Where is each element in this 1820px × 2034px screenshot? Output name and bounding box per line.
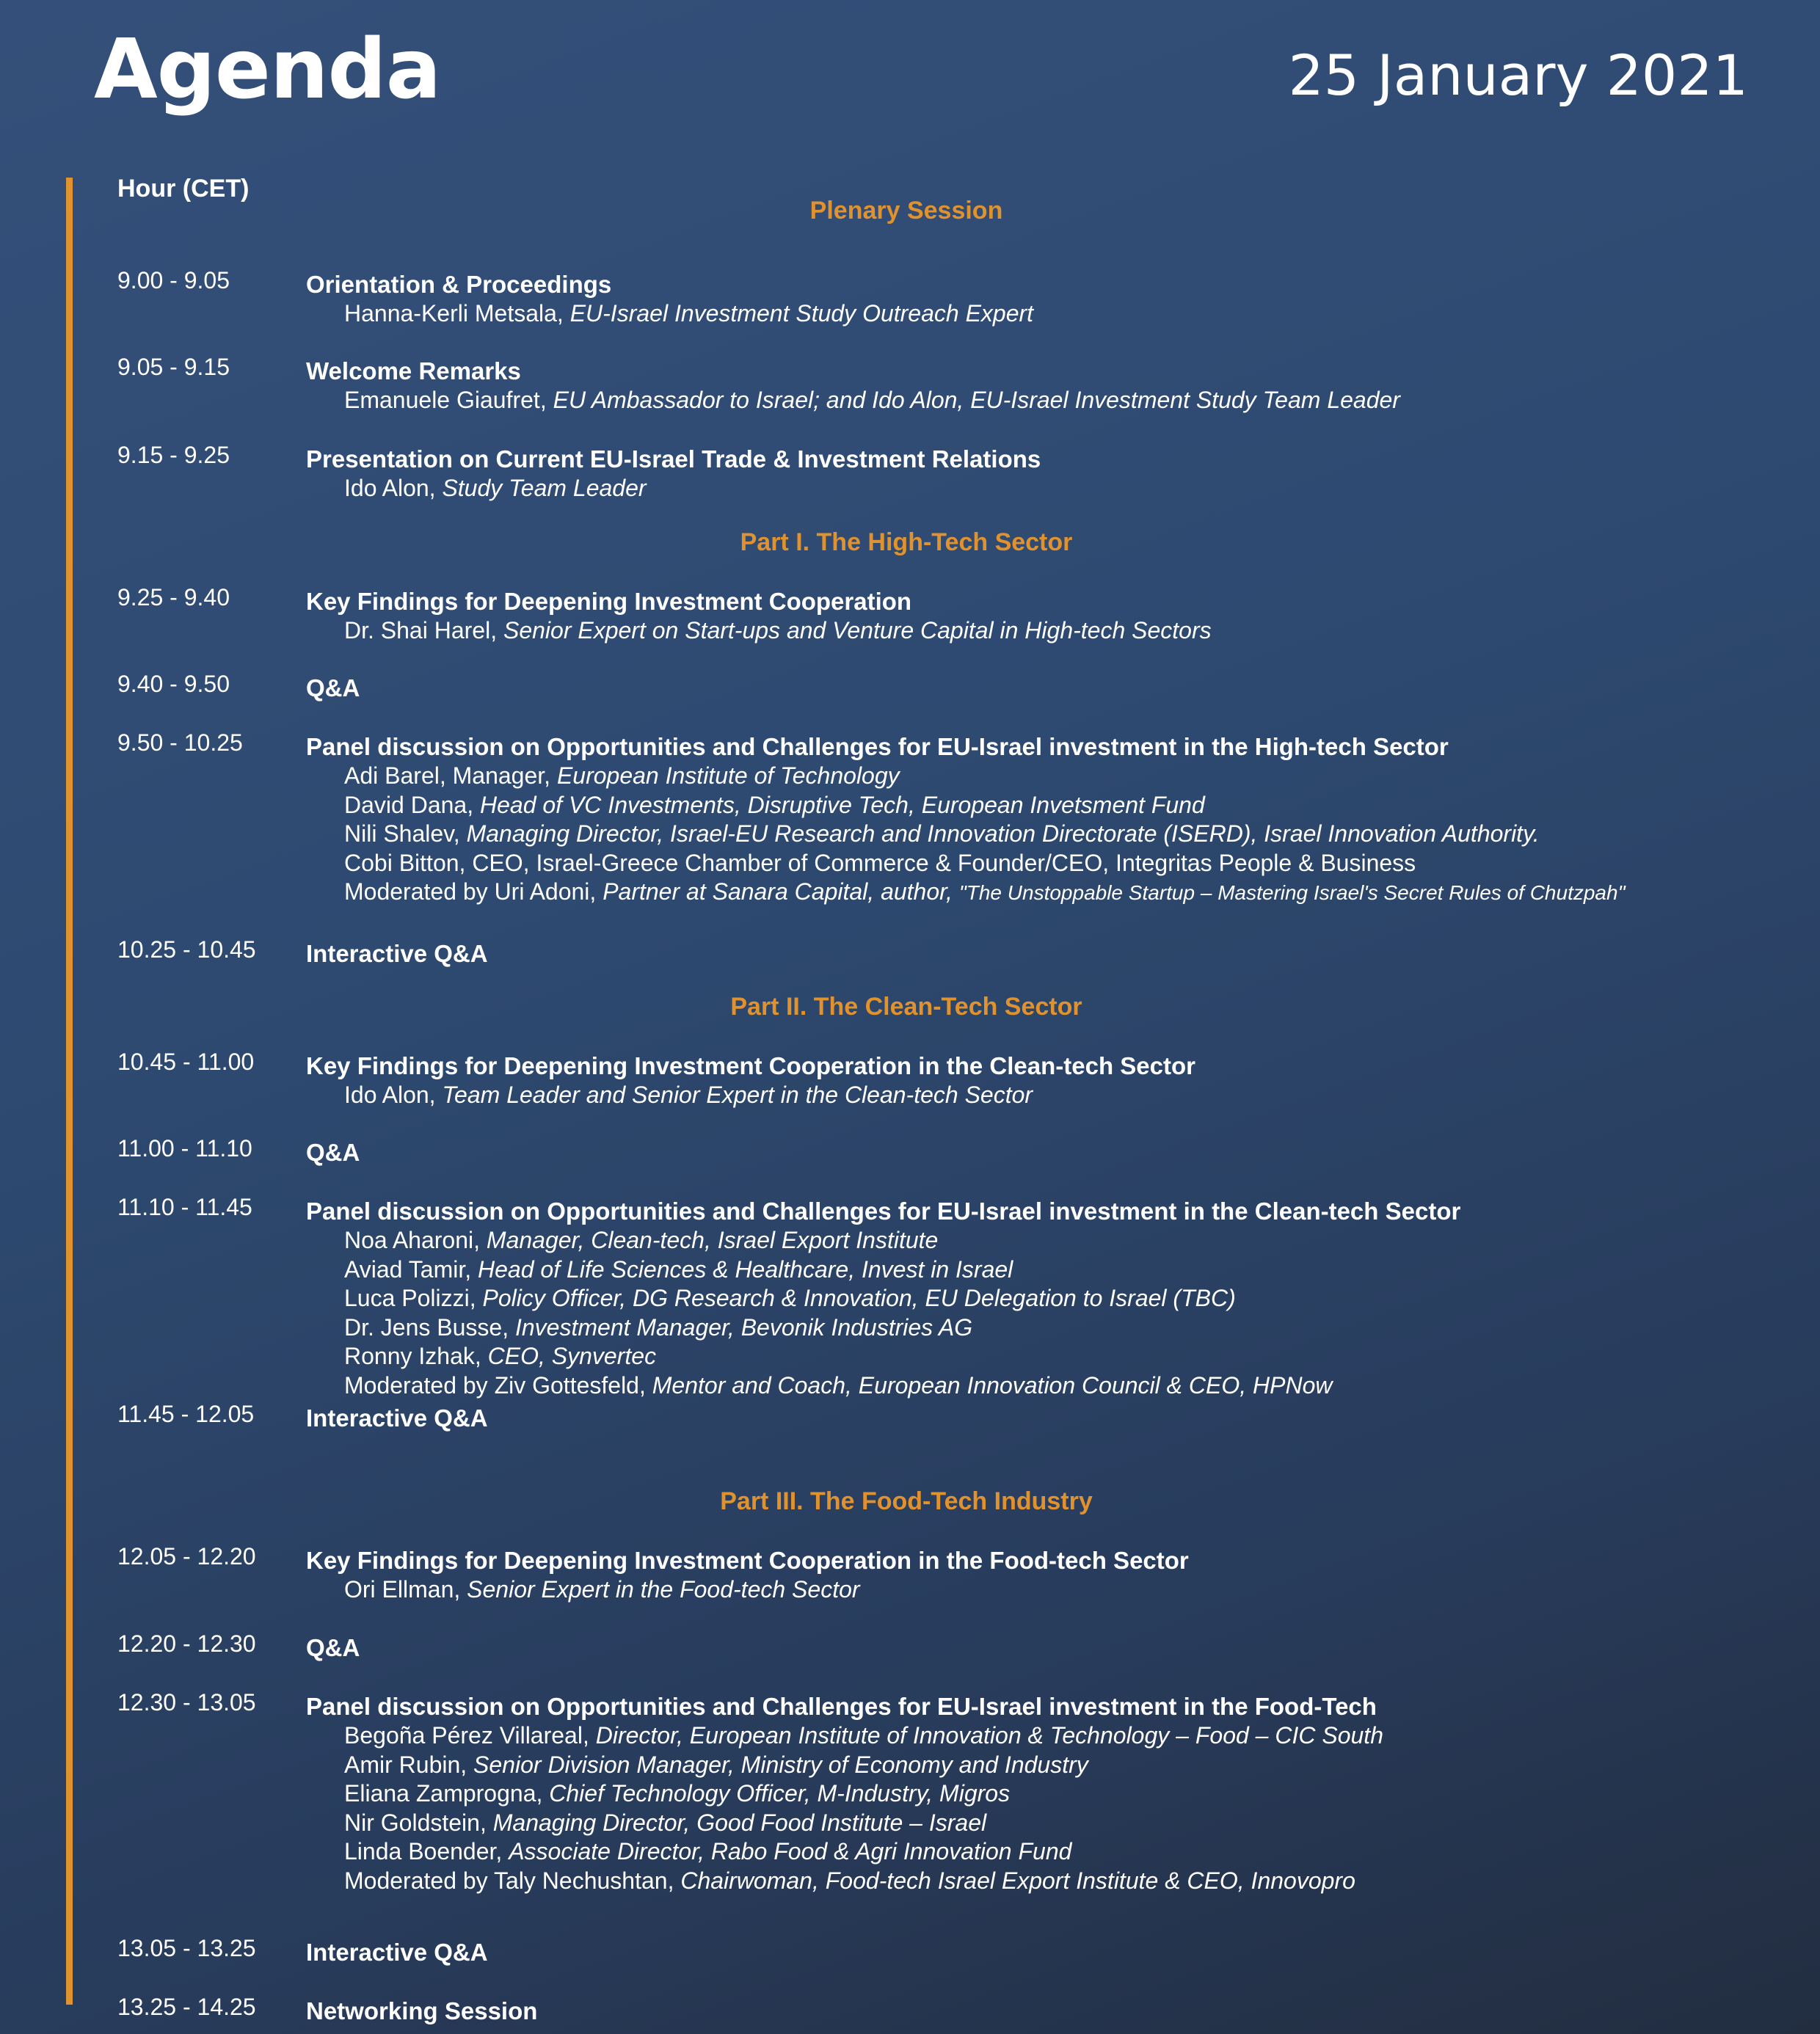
item-content <box>306 1138 1774 1167</box>
item-time: 9.15 - 9.25 <box>117 442 230 468</box>
speaker-role: Director, European Institute of Innovation & Technology – Food – CIC South <box>595 1722 1383 1749</box>
item-time: 9.25 - 9.40 <box>117 584 230 610</box>
speaker-line <box>306 1837 1774 1867</box>
item-title: Key Findings for Deepening Investment Cooperation in the Clean-tech Sector <box>306 1052 1195 1079</box>
item-content <box>306 939 1774 969</box>
section-heading: Part I. The High-Tech Sector <box>740 528 1073 556</box>
speaker-role: Managing Director, Israel-EU Research and Innovation Directorate (ISERD), Israel Innovation Authority. <box>466 820 1540 847</box>
item-title: Key Findings for Deepening Investment Cooperation <box>306 588 912 615</box>
speaker-line <box>306 878 1774 908</box>
speaker-name: Nir Goldstein, <box>344 1809 493 1836</box>
item-title: Interactive Q&A <box>306 1939 488 1966</box>
speaker-name: Moderated by Uri Adoni, <box>344 878 603 905</box>
item-title: Networking Session <box>306 1997 538 2024</box>
speaker-line <box>306 1721 1774 1751</box>
speaker-role: Mentor and Coach, European Innovation Council & CEO, HPNow <box>652 1371 1333 1399</box>
speaker-role: Senior Division Manager, Ministry of Economy and Industry <box>473 1751 1088 1778</box>
item-time: 13.05 - 13.25 <box>117 1935 256 1961</box>
speaker-line <box>306 762 1774 791</box>
item-content <box>306 1404 1774 1433</box>
speaker-line <box>306 1226 1774 1255</box>
speaker-role: CEO, Synvertec <box>487 1343 657 1369</box>
speaker-role: Study Team Leader <box>442 475 647 501</box>
item-title: Q&A <box>306 1634 360 1661</box>
item-content <box>306 357 1774 415</box>
item-content <box>306 732 1774 908</box>
hour-column-header: Hour (CET) <box>117 175 250 203</box>
item-time: 10.25 - 10.45 <box>117 936 256 963</box>
item-time: 10.45 - 11.00 <box>117 1049 255 1075</box>
speaker-line <box>306 386 1774 415</box>
speaker-name: Eliana Zamprogna, <box>344 1780 550 1807</box>
item-time: 9.00 - 9.05 <box>117 267 230 294</box>
speaker-line <box>306 791 1774 820</box>
speaker-line <box>306 474 1774 503</box>
item-content <box>306 1546 1774 1605</box>
speaker-role: Partner at Sanara Capital, author, <box>603 878 959 905</box>
speaker-line <box>306 299 1774 329</box>
item-title: Q&A <box>306 1139 360 1166</box>
item-title: Panel discussion on Opportunities and Challenges for EU-Israel investment in the High-tech Sector <box>306 733 1449 760</box>
item-title: Interactive Q&A <box>306 1404 488 1432</box>
speaker-line <box>306 1081 1774 1110</box>
book-title: "The Unstoppable Startup – Mastering Israel's Secret Rules of Chutzpah" <box>958 881 1626 904</box>
item-content <box>306 270 1774 329</box>
speaker-name: Aviad Tamir, <box>344 1255 478 1283</box>
speaker-name: Ori Ellman, <box>344 1576 467 1603</box>
timeline-rule <box>66 178 73 2005</box>
item-title: Welcome Remarks <box>306 357 521 384</box>
speaker-line <box>306 1867 1774 1896</box>
speaker-line <box>306 1342 1774 1371</box>
speaker-name: Noa Aharoni, <box>344 1227 487 1253</box>
speaker-line <box>306 1284 1774 1313</box>
item-time: 12.05 - 12.20 <box>117 1543 256 1570</box>
item-title: Key Findings for Deepening Investment Cooperation in the Food-tech Sector <box>306 1547 1189 1574</box>
speaker-line <box>306 1751 1774 1780</box>
speaker-role: Team Leader and Senior Expert in the Clean-tech Sector <box>442 1082 1033 1108</box>
speaker-line <box>306 616 1774 646</box>
item-time: 12.30 - 13.05 <box>117 1689 256 1716</box>
speaker-role: Head of VC Investments, Disruptive Tech, European Invetsment Fund <box>479 791 1205 818</box>
item-title: Orientation & Proceedings <box>306 271 612 298</box>
page-title: Agenda <box>94 22 441 117</box>
speaker-role: Senior Expert on Start-ups and Venture Capital in High-tech Sectors <box>503 617 1212 644</box>
speaker-line <box>306 1371 1774 1401</box>
item-content <box>306 1997 1774 2026</box>
section-heading: Part III. The Food-Tech Industry <box>720 1487 1093 1515</box>
speaker-line <box>306 1779 1774 1809</box>
speaker-name: Ronny Izhak, <box>344 1343 488 1369</box>
speaker-line <box>306 1575 1774 1605</box>
item-time: 9.40 - 9.50 <box>117 671 230 697</box>
speaker-name: Luca Polizzi, <box>344 1285 483 1311</box>
speaker-role: Manager, Clean-tech, Israel Export Institute <box>486 1227 939 1253</box>
item-time: 9.05 - 9.15 <box>117 354 230 380</box>
item-content <box>306 1051 1774 1110</box>
item-time: 12.20 - 12.30 <box>117 1630 256 1657</box>
speaker-name: Emanuele Giaufret, <box>344 387 553 413</box>
item-title: Panel discussion on Opportunities and Challenges for EU-Israel investment in the Clean-tech Sector <box>306 1198 1461 1225</box>
item-content <box>306 674 1774 703</box>
speaker-name: Moderated by Taly Nechushtan, <box>344 1867 681 1894</box>
speaker-name: Cobi Bitton, CEO, Israel-Greece Chamber of Commerce & Founder/CEO, Integritas People & Business <box>344 849 1416 876</box>
speaker-line <box>306 849 1774 878</box>
item-title: Presentation on Current EU-Israel Trade & Investment Relations <box>306 445 1041 473</box>
speaker-role: EU-Israel Investment Study Outreach Expert <box>569 300 1034 327</box>
speaker-line <box>306 820 1774 849</box>
speaker-name: Ido Alon, <box>344 1082 443 1108</box>
speaker-role: EU Ambassador to Israel; and Ido Alon, EU-Israel Investment Study Team Leader <box>553 387 1400 413</box>
item-title: Interactive Q&A <box>306 940 488 967</box>
item-time: 9.50 - 10.25 <box>117 729 243 756</box>
item-content <box>306 1197 1774 1400</box>
speaker-name: Dr. Shai Harel, <box>344 617 503 644</box>
section-heading: Plenary Session <box>809 197 1003 225</box>
speaker-name: Moderated by Ziv Gottesfeld, <box>344 1371 652 1399</box>
item-title: Panel discussion on Opportunities and Challenges for EU-Israel investment in the Food-Tech <box>306 1693 1377 1720</box>
speaker-role: European Institute of Technology <box>556 762 900 789</box>
speaker-line <box>306 1313 1774 1343</box>
speaker-role: Head of Life Sciences & Healthcare, Invest in Israel <box>478 1255 1013 1283</box>
item-content <box>306 445 1774 503</box>
speaker-role: Investment Manager, Bevonik Industries AG <box>514 1313 973 1341</box>
speaker-name: Linda Boender, <box>344 1838 509 1864</box>
item-time: 11.10 - 11.45 <box>117 1194 252 1220</box>
speaker-name: Begoña Pérez Villareal, <box>344 1722 596 1749</box>
item-time: 13.25 - 14.25 <box>117 1994 256 2020</box>
speaker-role: Senior Expert in the Food-tech Sector <box>467 1576 860 1603</box>
item-time: 11.45 - 12.05 <box>117 1401 255 1427</box>
speaker-name: Dr. Jens Busse, <box>344 1313 515 1341</box>
item-content <box>306 587 1774 646</box>
speaker-name: Ido Alon, <box>344 475 443 501</box>
item-content <box>306 1938 1774 1967</box>
speaker-role: Chief Technology Officer, M-Industry, Migros <box>549 1780 1011 1807</box>
speaker-name: David Dana, <box>344 791 480 818</box>
speaker-name: Nili Shalev, <box>344 820 467 847</box>
speaker-role: Policy Officer, DG Research & Innovation, EU Delegation to Israel (TBC) <box>482 1285 1236 1311</box>
section-heading: Part II. The Clean-Tech Sector <box>730 993 1082 1021</box>
speaker-line <box>306 1255 1774 1285</box>
speaker-role: Managing Director, Good Food Institute – Israel <box>492 1809 987 1836</box>
speaker-name: Adi Barel, Manager, <box>344 762 557 789</box>
item-content <box>306 1692 1774 1895</box>
item-title: Q&A <box>306 674 360 701</box>
speaker-name: Amir Rubin, <box>344 1751 474 1778</box>
speaker-role: Associate Director, Rabo Food & Agri Innovation Fund <box>509 1838 1072 1864</box>
item-content <box>306 1633 1774 1663</box>
item-time: 11.00 - 11.10 <box>117 1135 252 1162</box>
speaker-line <box>306 1809 1774 1838</box>
speaker-role: Chairwoman, Food-tech Israel Export Institute & CEO, Innovopro <box>680 1867 1355 1894</box>
event-date: 25 January 2021 <box>1288 43 1748 108</box>
speaker-name: Hanna-Kerli Metsala, <box>344 300 570 327</box>
